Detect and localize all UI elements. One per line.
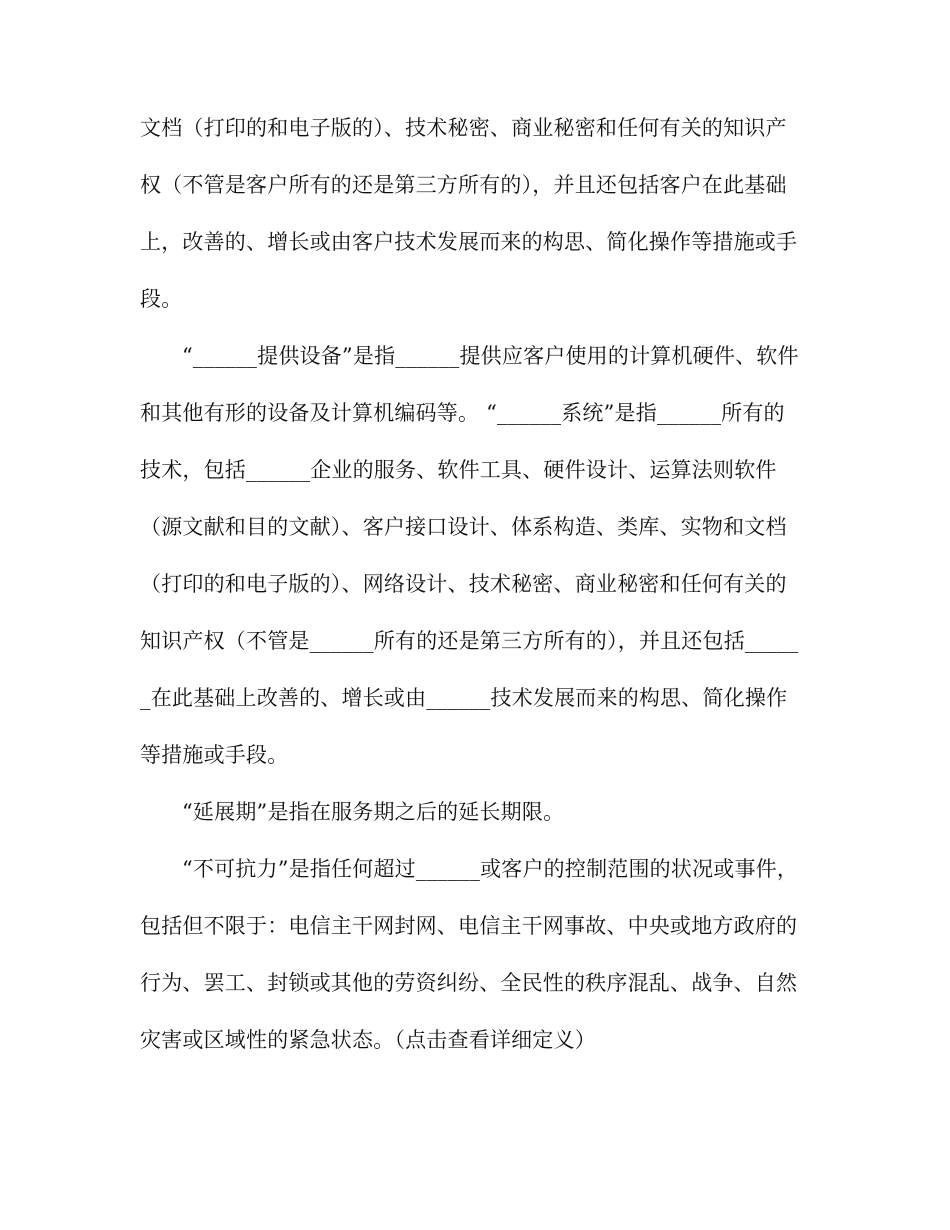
paragraph-extension-period-definition xyxy=(140,784,805,841)
paragraph-text: “延展期”是指在服务期之后的延长期限。 xyxy=(182,800,565,824)
paragraph-force-majeure-definition xyxy=(140,841,805,1069)
document-body xyxy=(140,100,805,1069)
paragraph-text: 文档（打印的和电子版的）、技术秘密、商业秘密和任何有关的知识产权（不管是客户所有的还是第三方所有的），并且还包括客户在此基础上，改善的、增长或由客户技术发展而来的构思、简化操作等措施或手段。 xyxy=(140,116,798,311)
paragraph-continuation xyxy=(140,100,805,328)
paragraph-text: “______提供设备”是指______提供应客户使用的计算机硬件、软件和其他有形的设备及计算机编码等。 “______系统”是指______所有的技术，包括______企业的服务、软件工具、硬件设计、运算法则软件（源文献和目的文献）、客户接口设计、体系构造、类库、实物和文档（打印的和电子版的）、网络设计、技术秘密、商业秘密和任何有关的知识产权（不管是______所有的还是第三方所有的），并且还包括______在此基础上改善的、增长或由______技术发展而来的构思、简化操作等措施或手段。 xyxy=(140,344,799,767)
paragraph-equipment-system-definition xyxy=(140,328,805,784)
view-definition-link[interactable]: （点击查看详细定义） xyxy=(394,1028,596,1052)
paragraph-text: “不可抗力”是指任何超过______或客户的控制范围的状况或事件，包括但不限于：电信主干网封网、电信主干网事故、中央或地方政府的行为、罢工、封锁或其他的劳资纠纷、全民性的秩序混乱、战争、自然灾害或区域性的紧急状态。 xyxy=(140,857,799,1052)
